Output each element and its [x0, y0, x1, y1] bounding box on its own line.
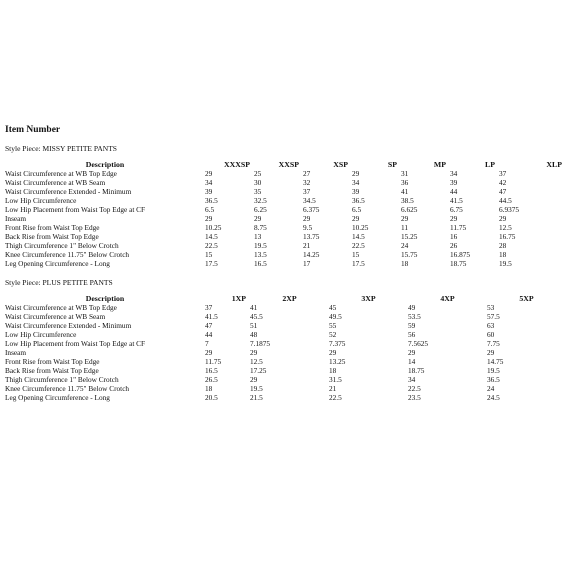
measurement-cell: 41.5: [450, 196, 463, 205]
measurement-cell: 57.5: [487, 312, 500, 321]
size-header: LP: [485, 160, 495, 169]
measurement-cell: 34: [450, 169, 458, 178]
measurement-cell: 16.5: [205, 366, 218, 375]
table-row: [5, 303, 566, 312]
measurement-cell: 18: [205, 384, 213, 393]
table-row: [5, 321, 566, 330]
table-row: [5, 250, 566, 259]
measurement-cell: 28: [499, 241, 507, 250]
measurement-cell: 21.5: [250, 393, 263, 402]
measurement-cell: 12.5: [250, 357, 263, 366]
row-description: Low Hip Placement from Waist Top Edge at CF: [5, 339, 146, 348]
table-row: [5, 366, 566, 375]
measurement-cell: 19.5: [250, 384, 263, 393]
row-description: Thigh Circumference 1" Below Crotch: [5, 375, 119, 384]
measurement-cell: 29: [205, 348, 213, 357]
measurement-cell: 11: [401, 223, 409, 232]
measurement-cell: 52: [329, 330, 337, 339]
measurement-cell: 13.25: [329, 357, 346, 366]
size-header: 4XP: [440, 294, 455, 303]
size-header: 2XP: [282, 294, 297, 303]
measurement-cell: 29: [205, 214, 213, 223]
measurement-cell: 19.5: [487, 366, 500, 375]
measurement-cell: 13.5: [254, 250, 267, 259]
size-header: XXXSP: [224, 160, 250, 169]
measurement-cell: 15: [352, 250, 360, 259]
measurement-cell: 56: [408, 330, 416, 339]
measurement-cell: 37: [205, 303, 213, 312]
table-row: [5, 205, 566, 214]
measurement-cell: 38.5: [401, 196, 414, 205]
table-row: [5, 339, 566, 348]
measurement-cell: 60: [487, 330, 495, 339]
measurement-cell: 16.5: [254, 259, 267, 268]
measurement-cell: 19.5: [254, 241, 267, 250]
table-header-row: [5, 160, 566, 169]
row-description: Waist Circumference Extended - Minimum: [5, 187, 132, 196]
measurement-cell: 44: [450, 187, 458, 196]
measurement-cell: 44.5: [499, 196, 512, 205]
measurement-cell: 34: [205, 178, 213, 187]
measurement-cell: 13: [254, 232, 262, 241]
measurement-cell: 29: [205, 169, 213, 178]
size-header: XLP: [546, 160, 562, 169]
measurement-cell: 17.5: [352, 259, 365, 268]
measurement-cell: 22.5: [329, 393, 342, 402]
table-row: [5, 232, 566, 241]
measurement-cell: 6.5: [205, 205, 215, 214]
table-row: [5, 375, 566, 384]
measurement-cell: 39: [450, 178, 458, 187]
measurement-cell: 6.25: [254, 205, 267, 214]
size-header: 1XP: [231, 294, 246, 303]
measurement-cell: 49.5: [329, 312, 342, 321]
measurement-cell: 45: [329, 303, 337, 312]
size-header: 3XP: [361, 294, 376, 303]
measurement-cell: 6.75: [450, 205, 463, 214]
measurement-cell: 42: [499, 178, 507, 187]
measurement-cell: 6.375: [303, 205, 320, 214]
row-description: Waist Circumference Extended - Minimum: [5, 321, 132, 330]
size-header: 5XP: [519, 294, 534, 303]
measurement-cell: 47: [205, 321, 213, 330]
measurement-cell: 36.5: [205, 196, 218, 205]
measurement-cell: 53: [487, 303, 495, 312]
measurement-cell: 14.25: [303, 250, 320, 259]
table-row: [5, 348, 566, 357]
measurement-cell: 29: [499, 214, 507, 223]
table-row: [5, 259, 566, 268]
table-row: [5, 393, 566, 402]
measurement-cell: 6.9375: [499, 205, 520, 214]
measurement-cell: 13.75: [303, 232, 320, 241]
measurement-cell: 39: [205, 187, 213, 196]
measurement-cell: 29: [352, 214, 360, 223]
measurement-cell: 23.5: [408, 393, 421, 402]
measurement-cell: 26: [450, 241, 458, 250]
measurement-cell: 6.5: [352, 205, 362, 214]
table-row: [5, 312, 566, 321]
measurement-cell: 34: [408, 375, 416, 384]
table-header-row: [5, 294, 566, 303]
measurement-cell: 41: [250, 303, 258, 312]
measurement-cell: 19.5: [499, 259, 512, 268]
table-row: [5, 330, 566, 339]
measurement-cell: 14: [408, 357, 416, 366]
row-description: Leg Opening Circumference - Long: [5, 259, 110, 268]
measurement-cell: 29: [250, 375, 258, 384]
measurement-cell: 8.75: [254, 223, 267, 232]
measurement-cell: 10.25: [205, 223, 222, 232]
style-piece-missy: Style Piece: MISSY PETITE PANTS: [5, 144, 117, 153]
measurement-cell: 31: [401, 169, 409, 178]
measurement-cell: 18: [401, 259, 409, 268]
measurement-cell: 29: [450, 214, 458, 223]
table-row: [5, 178, 566, 187]
measurement-cell: 14.5: [352, 232, 365, 241]
measurement-cell: 7.5625: [408, 339, 429, 348]
measurement-cell: 53.5: [408, 312, 421, 321]
measurement-cell: 18.75: [450, 259, 467, 268]
row-description: Leg Opening Circumference - Long: [5, 393, 110, 402]
size-header: SP: [387, 160, 397, 169]
measurement-cell: 17: [303, 259, 311, 268]
measurement-cell: 7.75: [487, 339, 500, 348]
row-description: Front Rise from Waist Top Edge: [5, 223, 100, 232]
measurement-cell: 15.25: [401, 232, 418, 241]
table-row: [5, 187, 566, 196]
measurement-cell: 11.75: [205, 357, 222, 366]
measurement-cell: 22.5: [205, 241, 218, 250]
measurement-cell: 18: [499, 250, 507, 259]
measurement-cell: 15.75: [401, 250, 418, 259]
row-description: Waist Circumference at WB Seam: [5, 178, 106, 187]
row-description: Front Rise from Waist Top Edge: [5, 357, 100, 366]
measurement-cell: 7.375: [329, 339, 346, 348]
row-description: Inseam: [5, 348, 27, 357]
measurement-cell: 41.5: [205, 312, 218, 321]
measurement-cell: 18.75: [408, 366, 425, 375]
row-description: Low Hip Circumference: [5, 330, 77, 339]
row-description: Back Rise from Waist Top Edge: [5, 366, 99, 375]
measurement-cell: 59: [408, 321, 416, 330]
measurement-cell: 44: [205, 330, 213, 339]
table-row: [5, 169, 566, 178]
measurement-cell: 21: [329, 384, 337, 393]
measurement-cell: 15: [205, 250, 213, 259]
plus-petite-spec-table: [5, 294, 566, 402]
measurement-cell: 29: [254, 214, 262, 223]
measurement-cell: 34.5: [303, 196, 316, 205]
measurement-cell: 16: [450, 232, 458, 241]
measurement-cell: 55: [329, 321, 337, 330]
measurement-cell: 24: [401, 241, 409, 250]
style-piece-plus: Style Piece: PLUS PETITE PANTS: [5, 278, 113, 287]
measurement-cell: 49: [408, 303, 416, 312]
measurement-cell: 22.5: [352, 241, 365, 250]
missy-petite-spec-table: [5, 160, 566, 268]
measurement-cell: 29: [408, 348, 416, 357]
measurement-cell: 29: [401, 214, 409, 223]
size-header: XSP: [333, 160, 348, 169]
row-description: Waist Circumference at WB Seam: [5, 312, 106, 321]
measurement-cell: 41: [401, 187, 409, 196]
measurement-cell: 31.5: [329, 375, 342, 384]
measurement-cell: 24: [487, 384, 495, 393]
measurement-cell: 35: [254, 187, 262, 196]
measurement-cell: 39: [352, 187, 360, 196]
row-description: Low Hip Placement from Waist Top Edge at CF: [5, 205, 146, 214]
measurement-cell: 47: [499, 187, 507, 196]
measurement-cell: 11.75: [450, 223, 467, 232]
item-number-heading: Item Number: [5, 125, 61, 135]
measurement-cell: 48: [250, 330, 258, 339]
measurement-cell: 37: [303, 187, 311, 196]
description-header: Description: [85, 160, 125, 169]
measurement-cell: 16.75: [499, 232, 516, 241]
measurement-cell: 10.25: [352, 223, 369, 232]
measurement-cell: 25: [254, 169, 262, 178]
size-header: MP: [433, 160, 446, 169]
row-description: Inseam: [5, 214, 27, 223]
measurement-cell: 29: [250, 348, 258, 357]
measurement-cell: 7.1875: [250, 339, 271, 348]
measurement-cell: 34: [352, 178, 360, 187]
measurement-cell: 29: [303, 214, 311, 223]
measurement-cell: 29: [352, 169, 360, 178]
table-row: [5, 223, 566, 232]
row-description: Thigh Circumference 1" Below Crotch: [5, 241, 119, 250]
measurement-cell: 36: [401, 178, 409, 187]
measurement-cell: 29: [487, 348, 495, 357]
table-row: [5, 241, 566, 250]
measurement-cell: 6.625: [401, 205, 418, 214]
measurement-cell: 16.875: [450, 250, 471, 259]
measurement-cell: 32.5: [254, 196, 267, 205]
table-row: [5, 384, 566, 393]
measurement-cell: 63: [487, 321, 495, 330]
row-description: Waist Circumference at WB Top Edge: [5, 303, 117, 312]
measurement-cell: 18: [329, 366, 337, 375]
measurement-cell: 36.5: [487, 375, 500, 384]
measurement-cell: 29: [329, 348, 337, 357]
measurement-cell: 26.5: [205, 375, 218, 384]
row-description: Low Hip Circumference: [5, 196, 77, 205]
measurement-cell: 24.5: [487, 393, 500, 402]
measurement-cell: 51: [250, 321, 258, 330]
table-row: [5, 196, 566, 205]
measurement-cell: 14.5: [205, 232, 218, 241]
measurement-cell: 9.5: [303, 223, 313, 232]
measurement-cell: 36.5: [352, 196, 365, 205]
description-header: Description: [85, 294, 125, 303]
measurement-cell: 37: [499, 169, 507, 178]
row-description: Knee Circumference 11.75" Below Crotch: [5, 384, 130, 393]
table-row: [5, 357, 566, 366]
table-row: [5, 214, 566, 223]
spec-document: [5, 125, 575, 402]
measurement-cell: 32: [303, 178, 311, 187]
row-description: Back Rise from Waist Top Edge: [5, 232, 99, 241]
measurement-cell: 22.5: [408, 384, 421, 393]
measurement-cell: 12.5: [499, 223, 512, 232]
measurement-cell: 7: [205, 339, 209, 348]
row-description: Knee Circumference 11.75" Below Crotch: [5, 250, 130, 259]
size-header: XXSP: [278, 160, 299, 169]
measurement-cell: 17.5: [205, 259, 218, 268]
measurement-cell: 21: [303, 241, 311, 250]
measurement-cell: 30: [254, 178, 262, 187]
measurement-cell: 20.5: [205, 393, 218, 402]
measurement-cell: 17.25: [250, 366, 267, 375]
row-description: Waist Circumference at WB Top Edge: [5, 169, 117, 178]
measurement-cell: 27: [303, 169, 311, 178]
measurement-cell: 45.5: [250, 312, 263, 321]
measurement-cell: 14.75: [487, 357, 504, 366]
